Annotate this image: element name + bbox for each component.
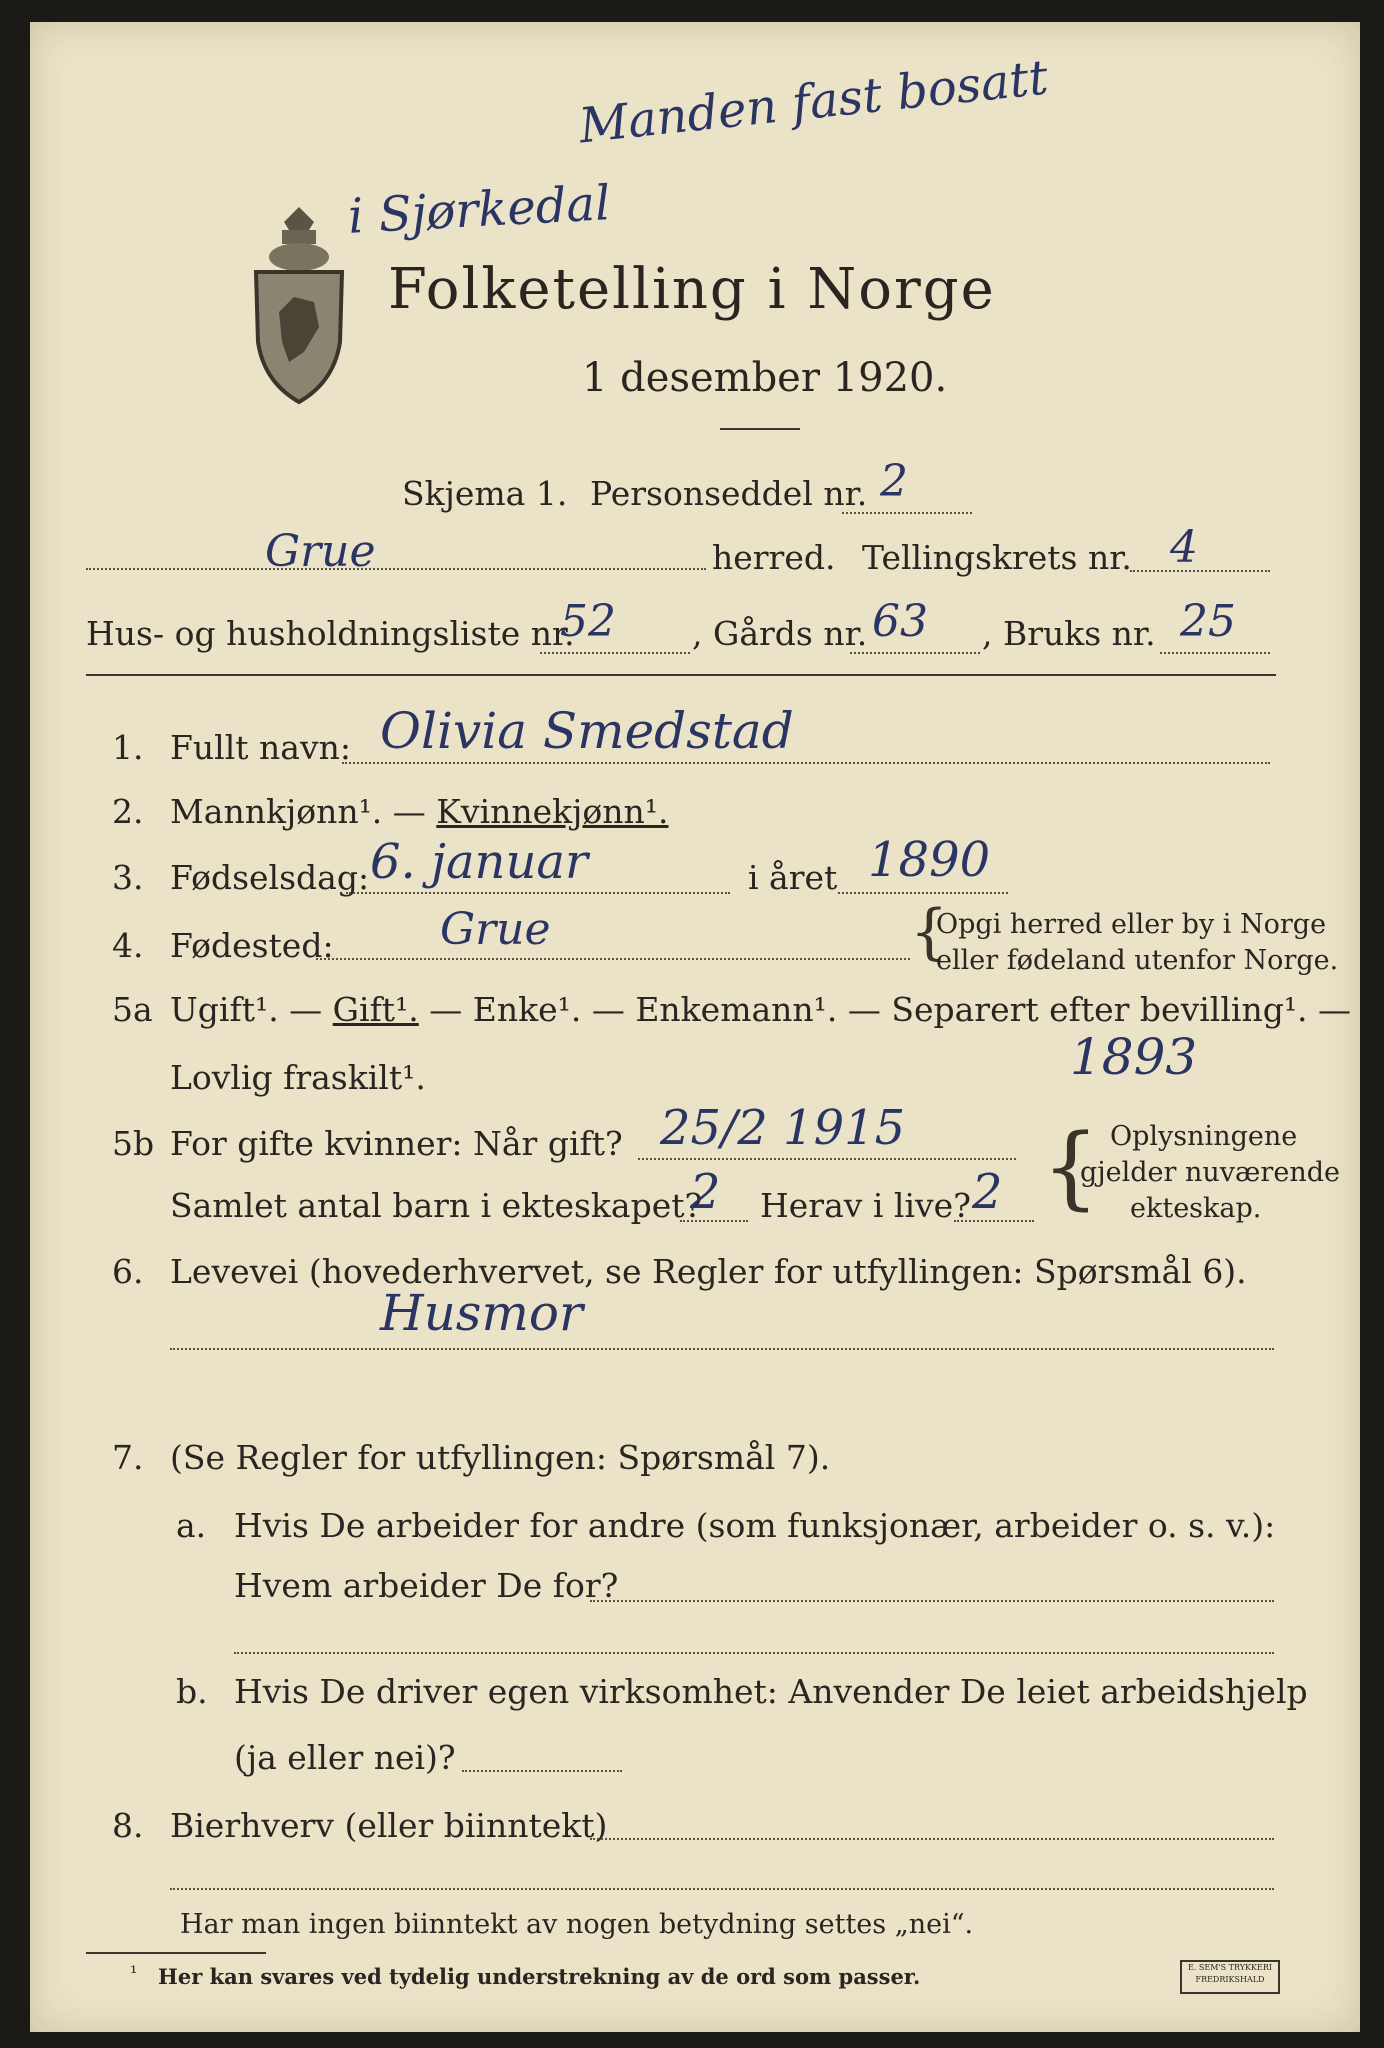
q5a-other-options: — Enke¹. — Enkemann¹. — Separert efter bevilling¹. — — [418, 990, 1352, 1029]
footnote-divider — [86, 1952, 266, 1954]
q2-number: 2. — [112, 792, 144, 831]
q7a-answer-line — [590, 1600, 1274, 1602]
form-title: Folketelling i Norge — [388, 257, 996, 322]
q5b-barn-line — [680, 1220, 748, 1222]
title-divider — [720, 428, 800, 430]
q1-line — [342, 762, 1270, 764]
q8-answer-line — [590, 1838, 1274, 1840]
q7b-question: Hvis De driver egen virksomhet: Anvender De leiet arbeidshjelp — [234, 1672, 1308, 1711]
footnote-mark: ¹ — [130, 1963, 138, 1984]
personseddel-value: 2 — [880, 456, 908, 507]
q5b-live-value: 2 — [972, 1164, 1003, 1220]
herred-label: herred. — [712, 538, 836, 577]
q2-kvinnekjonn: Kvinnekjønn¹. — [436, 792, 669, 831]
q4-value: Grue — [440, 904, 551, 955]
tellingskrets-label: Tellingskrets nr. — [862, 538, 1132, 577]
norwegian-coat-of-arms-icon — [244, 202, 354, 412]
q5b-live-line — [954, 1220, 1034, 1222]
q5b-line — [638, 1158, 1016, 1160]
q5b-note-line3: ekteskap. — [1130, 1193, 1262, 1224]
q5a-ugift: Ugift¹. — — [170, 990, 333, 1029]
printer-stamp — [1180, 1960, 1280, 1994]
q7b-letter: b. — [176, 1672, 208, 1711]
q5b-brace: { — [1042, 1115, 1100, 1220]
q2-mannkjonn: Mannkjønn¹. — [170, 792, 383, 831]
q3-number: 3. — [112, 858, 144, 897]
q6-value: Husmor — [380, 1284, 583, 1342]
q8-number: 8. — [112, 1806, 144, 1845]
q1-label: Fullt navn: — [170, 728, 351, 767]
q5b-live-label: Herav i live? — [760, 1186, 971, 1225]
q5a-gift: Gift¹. — [332, 990, 419, 1029]
q2-separator: — — [382, 792, 437, 831]
gards-label: , Gårds nr. — [692, 614, 868, 653]
census-date: 1 desember 1920. — [582, 355, 948, 401]
q5b-note-line2: gjelder nuværende — [1080, 1157, 1340, 1188]
q5b-number: 5b — [112, 1124, 155, 1163]
tellingskrets-value: 4 — [1170, 522, 1198, 573]
handwritten-annotation-line2: i Sjørkedal — [346, 175, 612, 245]
q1-value: Olivia Smedstad — [380, 702, 794, 760]
q7b-question-line2: (ja eller nei)? — [234, 1738, 456, 1777]
q7a-question-line2: Hvem arbeider De for? — [234, 1566, 619, 1605]
hus-label: Hus- og husholdningsliste nr. — [86, 614, 575, 653]
q4-note-line1: Opgi herred eller by i Norge — [936, 909, 1327, 940]
herred-value: Grue — [265, 526, 376, 577]
printer-stamp-text: E. SEM'S TRYKKERI FREDRIKSHALD — [1187, 1963, 1273, 1984]
q5b-barn-label: Samlet antal barn i ekteskapet? — [170, 1186, 703, 1225]
q6-number: 6. — [112, 1252, 144, 1291]
q7b-answer-line — [462, 1770, 622, 1772]
q4-brace: { — [910, 897, 949, 967]
q5b-label: For gifte kvinner: Når gift? — [170, 1124, 623, 1163]
skjema-label: Skjema 1. — [402, 474, 568, 513]
q5a-handwritten-year: 1893 — [1070, 1028, 1198, 1086]
footnote-text: Her kan svares ved tydelig understrekning av de ord som passer. — [158, 1964, 921, 1989]
q3-value: 6. januar — [370, 834, 588, 890]
personseddel-label: Personseddel nr. — [590, 474, 868, 513]
q5a-options — [170, 990, 1351, 1030]
q5b-barn-value: 2 — [690, 1164, 721, 1220]
q4-note-line2: eller fødeland utenfor Norge. — [936, 945, 1339, 976]
q7-label: (Se Regler for utfyllingen: Spørsmål 7). — [170, 1438, 831, 1477]
header-divider — [86, 674, 1276, 676]
q5b-note-line1: Oplysningene — [1110, 1121, 1298, 1152]
q3-label: Fødselsdag: — [170, 858, 370, 897]
q5a-lovlig-fraskilt: Lovlig fraskilt¹. — [170, 1058, 426, 1097]
q4-line — [316, 958, 910, 960]
gards-line — [850, 652, 980, 654]
tellingskrets-line — [1130, 570, 1270, 572]
q3-year-line — [838, 892, 1008, 894]
q2-label — [170, 792, 669, 832]
q3-year-value: 1890 — [868, 832, 991, 888]
bruks-line — [1160, 652, 1270, 654]
handwritten-annotation-line1: Manden fast bosatt — [576, 49, 1051, 155]
q3-year-label: i året — [748, 858, 838, 897]
gards-value: 63 — [872, 596, 928, 647]
q6-label: Levevei (hovederhvervet, se Regler for utfyllingen: Spørsmål 6). — [170, 1252, 1247, 1291]
q8-answer-line2 — [170, 1888, 1274, 1890]
q7a-answer-line2 — [234, 1652, 1274, 1654]
q7a-question: Hvis De arbeider for andre (som funksjonær, arbeider o. s. v.): — [234, 1506, 1276, 1545]
q7a-letter: a. — [176, 1506, 207, 1545]
q7-number: 7. — [112, 1438, 144, 1477]
bruks-label: , Bruks nr. — [982, 614, 1156, 653]
bruks-value: 25 — [1180, 596, 1236, 647]
q6-line — [170, 1348, 1274, 1350]
q8-label: Bierhverv (eller biinntekt) — [170, 1806, 608, 1845]
q4-number: 4. — [112, 926, 144, 965]
q3-line — [346, 892, 730, 894]
biinntekt-note: Har man ingen biinntekt av nogen betydning settes „nei“. — [180, 1909, 974, 1940]
herred-line — [86, 568, 706, 570]
q5a-number: 5a — [112, 990, 153, 1029]
q1-number: 1. — [112, 728, 144, 767]
census-form-page — [30, 22, 1360, 2032]
hus-line — [540, 652, 690, 654]
q4-label: Fødested: — [170, 926, 334, 965]
q5b-value: 25/2 1915 — [660, 1100, 906, 1156]
personseddel-line — [842, 512, 972, 514]
hus-value: 52 — [560, 596, 616, 647]
